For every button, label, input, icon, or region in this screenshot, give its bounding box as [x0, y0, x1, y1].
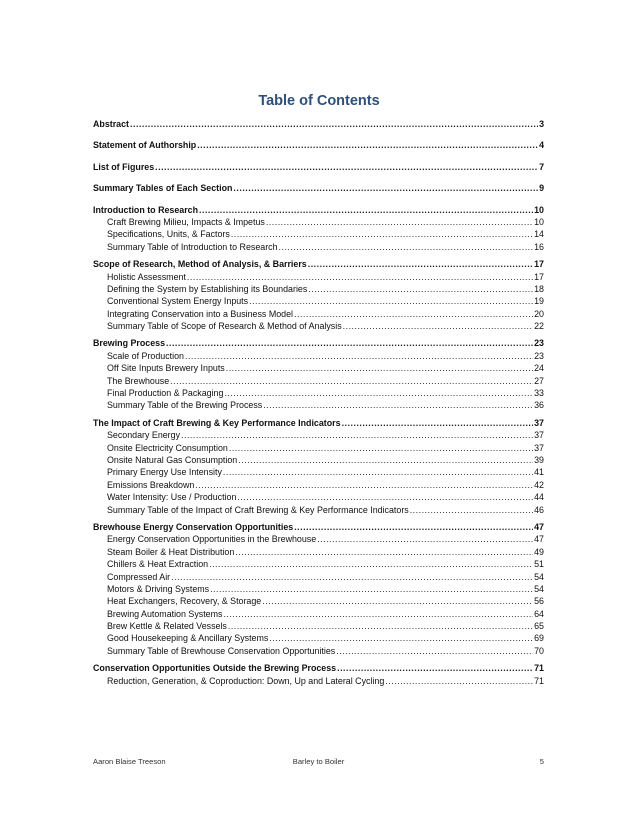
toc-subsection-entry[interactable]	[93, 375, 544, 387]
toc-entry-title: Chillers & Heat Extraction	[107, 559, 209, 570]
toc-entry-page-number: 44	[534, 492, 544, 503]
toc-entry-title: Integrating Conservation into a Business Model	[107, 308, 293, 319]
toc-subsection-entry[interactable]	[93, 216, 544, 228]
dot-leader	[235, 546, 533, 558]
dot-leader	[199, 204, 533, 216]
dot-leader	[410, 504, 533, 516]
toc-entry-title: Defining the System by Establishing its Boundaries	[107, 283, 308, 294]
toc-entry-page-number: 47	[534, 521, 544, 532]
dot-leader	[262, 595, 533, 607]
toc-entry-title: Statement of Authorship	[93, 140, 197, 151]
toc-entry-page-number: 49	[534, 546, 544, 557]
dot-leader	[336, 645, 533, 657]
dot-leader	[130, 118, 538, 130]
dot-leader	[228, 620, 533, 632]
toc-entry-title: Scope of Research, Method of Analysis, & Barriers	[93, 259, 307, 270]
toc-subsection-entry[interactable]	[93, 533, 544, 545]
toc-entry-page-number: 56	[534, 596, 544, 607]
toc-entry-title: Holistic Assessment	[107, 271, 186, 282]
toc-subsection-entry[interactable]	[93, 320, 544, 332]
toc-entry-page-number: 70	[534, 645, 544, 656]
toc-subsection-entry[interactable]	[93, 504, 544, 516]
toc-section-entry[interactable]	[93, 662, 544, 674]
toc-subsection-entry[interactable]	[93, 429, 544, 441]
toc-entry-page-number: 23	[534, 338, 544, 349]
dot-leader	[210, 583, 533, 595]
toc-entry-title: Summary Table of Scope of Research & Method of Analysis	[107, 321, 342, 332]
toc-subsection-entry[interactable]	[93, 479, 544, 491]
toc-entry-page-number: 24	[534, 363, 544, 374]
toc-entry-page-number: 4	[539, 140, 544, 151]
footer-doc-title: Barley to Boiler	[292, 757, 345, 766]
toc-entry-page-number: 16	[534, 241, 544, 252]
toc-entry-page-number: 64	[534, 608, 544, 619]
dot-leader	[229, 442, 533, 454]
dot-leader	[308, 258, 533, 270]
toc-section-entry[interactable]	[93, 118, 544, 130]
toc-subsection-entry[interactable]	[93, 283, 544, 295]
toc-entry-title: Heat Exchangers, Recovery, & Storage	[107, 596, 262, 607]
toc-entry-page-number: 17	[534, 271, 544, 282]
toc-entry-page-number: 71	[534, 663, 544, 674]
toc-entry-page-number: 27	[534, 375, 544, 386]
toc-entry-title: Off Site Inputs Brewery Inputs	[107, 363, 225, 374]
toc-entry-page-number: 46	[534, 504, 544, 515]
toc-subsection-entry[interactable]	[93, 491, 544, 503]
toc-entry-page-number: 17	[534, 259, 544, 270]
dot-leader	[181, 429, 533, 441]
toc-entry-page-number: 37	[534, 430, 544, 441]
toc-entry-page-number: 18	[534, 283, 544, 294]
toc-title: Table of Contents	[258, 93, 380, 109]
toc-spacer	[93, 130, 544, 139]
toc-entry-title: Summary Table of Brewhouse Conservation Opportunities	[107, 645, 336, 656]
toc-entry-title: Brewing Automation Systems	[107, 608, 223, 619]
toc-entry-page-number: 36	[534, 400, 544, 411]
dot-leader	[195, 479, 533, 491]
toc-entry-title: Summary Tables of Each Section	[93, 183, 233, 194]
toc-entry-title: Final Production & Packaging	[107, 388, 224, 399]
toc-entry-title: Summary Table of the Brewing Process	[107, 400, 263, 411]
toc-spacer	[93, 152, 544, 161]
toc-spacer	[93, 195, 544, 204]
toc-section-entry[interactable]	[93, 182, 544, 194]
toc-entry-title: Primary Energy Use Intensity	[107, 467, 222, 478]
toc-entry-page-number: 20	[534, 308, 544, 319]
dot-leader	[170, 375, 533, 387]
dot-leader	[223, 608, 533, 620]
dot-leader	[231, 228, 533, 240]
footer-page-number: 5	[539, 757, 544, 766]
toc-entry-title: The Brewhouse	[107, 375, 170, 386]
dot-leader	[224, 387, 533, 399]
toc-subsection-entry[interactable]	[93, 454, 544, 466]
toc-entry-page-number: 9	[539, 183, 544, 194]
toc-entry-title: Brew Kettle & Related Vessels	[107, 621, 227, 632]
toc-list	[93, 118, 544, 687]
toc-subsection-entry[interactable]	[93, 362, 544, 374]
toc-subsection-entry[interactable]	[93, 632, 544, 644]
toc-entry-title: Compressed Air	[107, 571, 171, 582]
toc-entry-page-number: 54	[534, 583, 544, 594]
toc-section-entry[interactable]	[93, 337, 544, 349]
dot-leader	[166, 337, 533, 349]
dot-leader	[279, 241, 534, 253]
toc-entry-page-number: 47	[534, 534, 544, 545]
toc-subsection-entry[interactable]	[93, 546, 544, 558]
dot-leader	[171, 571, 533, 583]
toc-entry-page-number: 10	[534, 204, 544, 215]
toc-subsection-entry[interactable]	[93, 571, 544, 583]
toc-section-entry[interactable]	[93, 204, 544, 216]
dot-leader	[342, 417, 534, 429]
dot-leader	[237, 491, 533, 503]
dot-leader	[266, 216, 533, 228]
toc-entry-page-number: 33	[534, 388, 544, 399]
toc-entry-page-number: 41	[534, 467, 544, 478]
toc-entry-title: Conventional System Energy Inputs	[107, 296, 249, 307]
toc-subsection-entry[interactable]	[93, 595, 544, 607]
toc-section-entry[interactable]	[93, 417, 544, 429]
toc-entry-title: Motors & Driving Systems	[107, 583, 210, 594]
toc-section-entry[interactable]	[93, 521, 544, 533]
toc-entry-page-number: 7	[539, 161, 544, 172]
dot-leader	[223, 466, 533, 478]
toc-section-entry[interactable]	[93, 258, 544, 270]
dot-leader	[317, 533, 533, 545]
toc-entry-title: The Impact of Craft Brewing & Key Performance Indicators	[93, 417, 341, 428]
toc-entry-title: Onsite Natural Gas Consumption	[107, 454, 238, 465]
toc-entry-page-number: 65	[534, 621, 544, 632]
dot-leader	[238, 454, 533, 466]
toc-entry-title: Onsite Electricity Consumption	[107, 442, 228, 453]
toc-subsection-entry[interactable]	[93, 350, 544, 362]
toc-entry-title: Steam Boiler & Heat Distribution	[107, 546, 235, 557]
toc-subsection-entry[interactable]	[93, 583, 544, 595]
toc-subsection-entry[interactable]	[93, 228, 544, 240]
dot-leader	[294, 521, 533, 533]
toc-entry-title: Conservation Opportunities Outside the Brewing Process	[93, 663, 337, 674]
dot-leader	[155, 161, 538, 173]
toc-entry-page-number: 3	[539, 119, 544, 129]
toc-entry-page-number: 71	[534, 675, 544, 686]
dot-leader	[209, 558, 533, 570]
toc-subsection-entry[interactable]	[93, 620, 544, 632]
footer-author: Aaron Blaise Treeson	[93, 757, 166, 766]
toc-subsection-entry[interactable]	[93, 308, 544, 320]
toc-entry-page-number: 39	[534, 454, 544, 465]
toc-subsection-entry[interactable]	[93, 271, 544, 283]
toc-subsection-entry[interactable]	[93, 466, 544, 478]
toc-entry-title: List of Figures	[93, 161, 155, 172]
dot-leader	[187, 271, 533, 283]
toc-section-entry[interactable]	[93, 161, 544, 173]
toc-entry-title: Water Intensity: Use / Production	[107, 492, 237, 503]
toc-entry-title: Emissions Breakdown	[107, 479, 195, 490]
toc-entry-title: Craft Brewing Milieu, Impacts & Impetus	[107, 216, 265, 227]
dot-leader	[185, 350, 533, 362]
toc-subsection-entry[interactable]	[93, 387, 544, 399]
toc-spacer	[93, 173, 544, 182]
toc-entry-page-number: 23	[534, 350, 544, 361]
toc-entry-page-number: 54	[534, 571, 544, 582]
toc-entry-title: Summary Table of the Impact of Craft Brewing & Key Performance Indicators	[107, 504, 409, 515]
toc-entry-page-number: 37	[534, 417, 544, 428]
toc-subsection-entry[interactable]	[93, 558, 544, 570]
toc-entry-page-number: 10	[534, 216, 544, 227]
dot-leader	[269, 632, 533, 644]
dot-leader	[233, 182, 538, 194]
toc-entry-title: Brewhouse Energy Conservation Opportunities	[93, 521, 294, 532]
toc-entry-page-number: 37	[534, 442, 544, 453]
toc-subsection-entry[interactable]	[93, 295, 544, 307]
dot-leader	[226, 362, 533, 374]
toc-subsection-entry[interactable]	[93, 645, 544, 657]
dot-leader	[294, 308, 533, 320]
toc-entry-page-number: 14	[534, 229, 544, 240]
toc-entry-title: Introduction to Research	[93, 204, 199, 215]
dot-leader	[385, 675, 533, 687]
dot-leader	[249, 295, 533, 307]
toc-entry-title: Summary Table of Introduction to Research	[107, 241, 278, 252]
toc-entry-page-number: 42	[534, 479, 544, 490]
toc-entry-title: Energy Conservation Opportunities in the Brewhouse	[107, 534, 317, 545]
toc-entry-title: Good Housekeeping & Ancillary Systems	[107, 633, 269, 644]
toc-entry-title: Brewing Process	[93, 338, 166, 349]
dot-leader	[263, 399, 533, 411]
toc-section-entry[interactable]	[93, 139, 544, 151]
toc-subsection-entry[interactable]	[93, 241, 544, 253]
toc-subsection-entry[interactable]	[93, 675, 544, 687]
toc-entry-page-number: 22	[534, 321, 544, 332]
toc-subsection-entry[interactable]	[93, 442, 544, 454]
toc-entry-page-number: 19	[534, 296, 544, 307]
dot-leader	[337, 662, 533, 674]
toc-entry-title: Abstract	[93, 119, 130, 129]
dot-leader	[343, 320, 533, 332]
toc-subsection-entry[interactable]	[93, 608, 544, 620]
toc-entry-title: Reduction, Generation, & Coproduction: Down, Up and Lateral Cycling	[107, 675, 385, 686]
toc-entry-page-number: 51	[534, 559, 544, 570]
toc-entry-title: Secondary Energy	[107, 430, 181, 441]
toc-entry-title: Specifications, Units, & Factors	[107, 229, 230, 240]
dot-leader	[197, 139, 538, 151]
toc-subsection-entry[interactable]	[93, 399, 544, 411]
dot-leader	[308, 283, 533, 295]
toc-entry-page-number: 69	[534, 633, 544, 644]
toc-entry-title: Scale of Production	[107, 350, 184, 361]
